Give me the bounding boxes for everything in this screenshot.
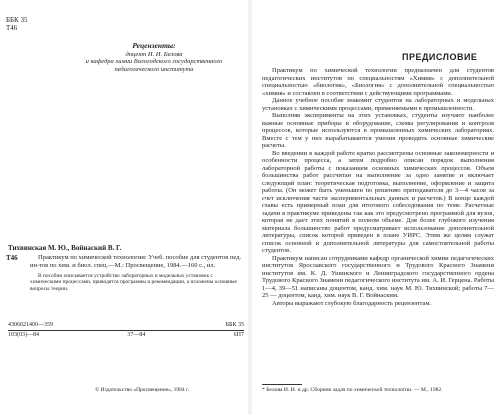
left-page xyxy=(0,0,248,415)
catalog-code-2-right: 6П7 xyxy=(233,332,244,338)
preface-paragraph-4: Во введении в каждой работе кратко рассмотрены основные закономерности и особенности процесса, а затем подробно описан порядок выполнения лабораторной работы с показанием основных химических процессов. Объем большинства работ рассчитан на выполнение за одно занятие и включает следующий план: теоретическая подготовка, выполнение, оформление и защита работы. (Он может быть уменьшен по решению преподавателя до 3—4 часов за счет исключения части экспериментальных данных и расчетов.) В конце каждой главы есть примерный план для итогового собеседования по теме. Расчетные задачи в практикуме приведены так как это предусмотрено программой для вузов, которая не дает этих понятий в полном объеме. Для более глубокого изучения материала большинство работ предусматривает использование дополнительной литературы, список которой приведен в плане УИРС. Этим же целям служат список основной и дополнительной литературы для самостоятельной работы студентов. xyxy=(262,149,494,254)
catalog-code-row-2 xyxy=(8,332,244,339)
reviewer-line-3: педагогического института xyxy=(114,65,194,73)
catalog-code-row-1 xyxy=(8,322,244,329)
reviewers-heading: Рецензенты: xyxy=(132,41,176,50)
catalog-code-2-mid: 37—84 xyxy=(127,332,146,338)
class-code: Т46 xyxy=(6,254,18,262)
book-description: Практикум по химической технологии: Учеб. пособие для студентов пед. ин-тов по хим. и биол. спец.—М.: Просвещение, 1984.—160 с., ил. xyxy=(30,254,242,269)
publisher-imprint: © Издательство «Просвещение», 1984 г. xyxy=(95,387,190,393)
footnote-rule xyxy=(262,384,302,385)
reviewers-block xyxy=(70,42,238,73)
catalog-code-1: 4306021400—359 xyxy=(8,322,53,328)
bibliographic-entry xyxy=(8,244,244,292)
preface-paragraph-1: Практикум по химической технологии предназначен для студентов педагогических институтов по специальностям «Химия» с дополнительной специальностью «биология», «Биология» с дополнительной специальностью «химия» и составлен в соответствии с действующими программами. xyxy=(262,67,494,97)
catalog-code-2: 103(03)—84 xyxy=(8,332,39,338)
code-divider xyxy=(8,330,244,331)
preface-paragraph-5: Практикум написан сотрудниками кафедр органической химии педагогических институтов Ярославского государственного и Трудового Красного Знамени институтов им. К. Д. Ушинского и Ленинградского государственного ордена Трудового Красного Знамени педагогического института им. А. И. Герцена. Работы 1—4, 39—51 написаны доцентом, канд. хим. наук М. Ю. Тихвинской; работы 7—25 — доцентом, канд. хим. наук В. Г. Войнаским. xyxy=(262,254,494,299)
preface-paragraph-3: Выполняя эксперименты на этих установках, студенты изучают наиболее важные основные приборы и оборудование, схемы регулирования и контроля процессов, которые используются в промышленных химических лабораториях. Вместе с тем у них вырабатываются умения проводить основные химические расчеты. xyxy=(262,112,494,149)
bbk-number: Т46 xyxy=(6,24,18,32)
footnote-text: * Белова И. И. и др. Сборник задач по химической технологии. — М., 1982. xyxy=(262,387,443,393)
authors-line: Тихвинская М. Ю., Войнаский В. Г. xyxy=(8,244,122,252)
bbk-label: ББК 35 xyxy=(6,16,28,24)
catalog-code-1-right: ББК 35 xyxy=(225,322,244,328)
footnote xyxy=(262,384,494,394)
preface-paragraph-6: Авторы выражают глубокую благодарность рецензентам. xyxy=(272,299,432,307)
preface-title: ПРЕДИСЛОВИЕ xyxy=(402,52,478,62)
book-annotation: В пособии описывается устройство лабораторных и модельных установок с химическими процессами, приводятся программы и рекомендации, а изложены основные вопросы теории. xyxy=(30,273,237,292)
catalog-codes xyxy=(8,322,244,339)
preface-paragraph-2: Данное учебное пособие знакомит студентов на лабораторных и модельных установках с химическими процессами, применяемыми в промышленности. xyxy=(262,97,494,112)
bbk-block xyxy=(6,16,27,32)
reviewer-line-1: доцент И. И. Белова xyxy=(125,50,183,58)
reviewer-line-2: и кафедра химии Вологодского государственного xyxy=(85,58,223,66)
preface-body xyxy=(262,67,494,307)
